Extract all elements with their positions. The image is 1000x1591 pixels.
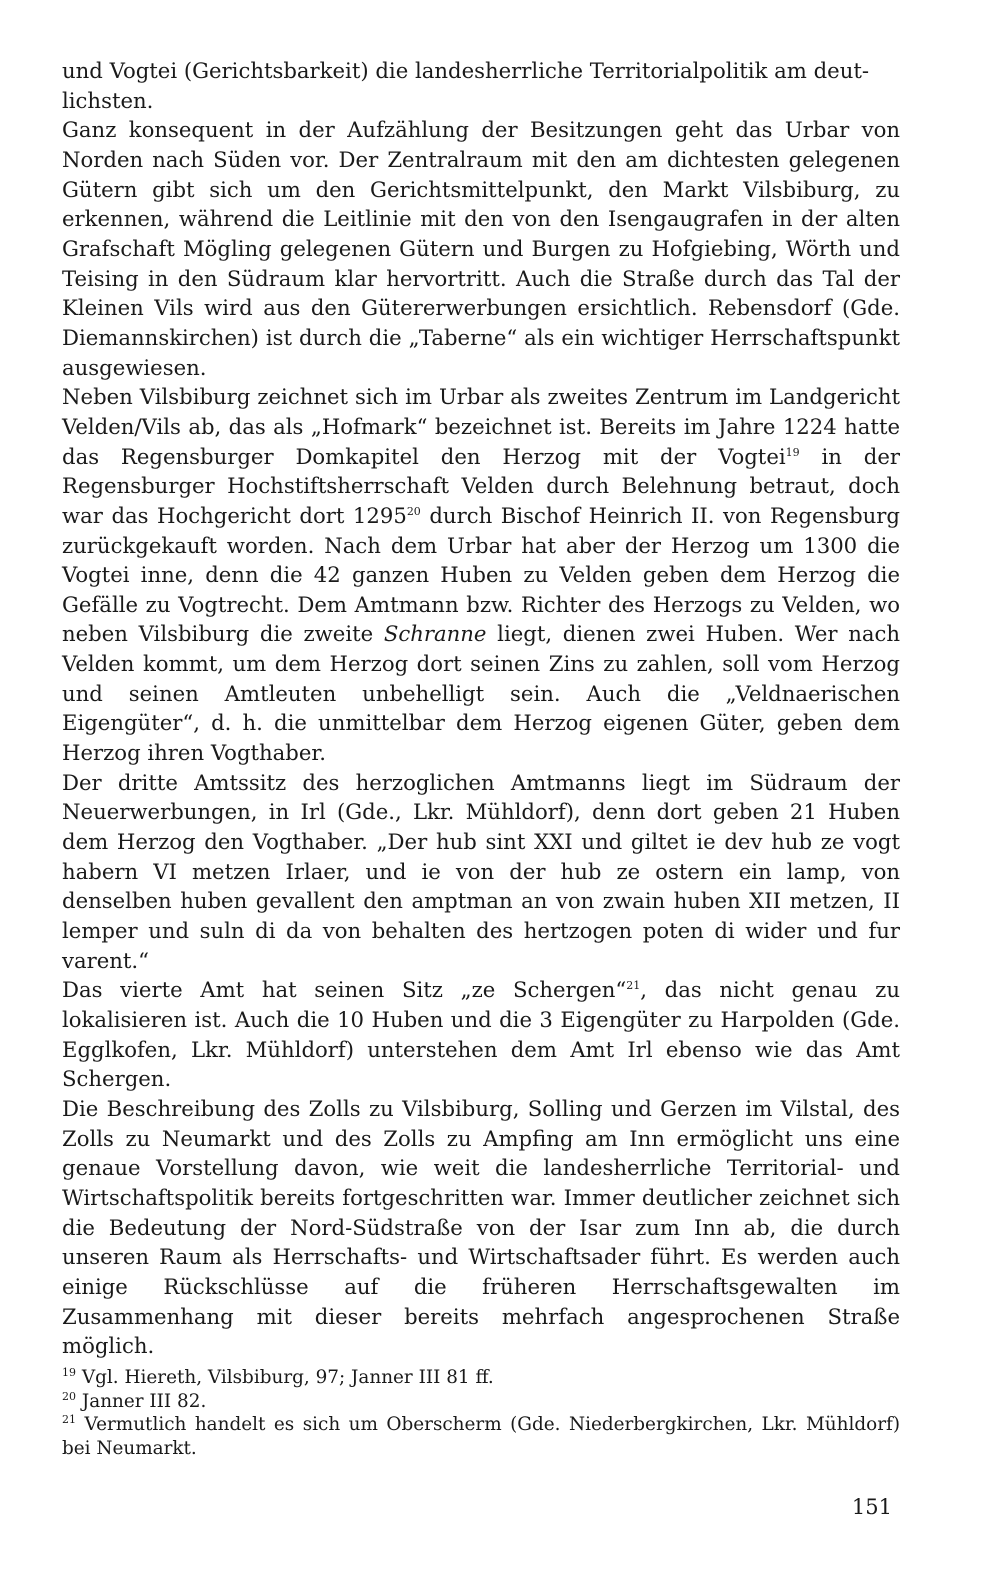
footnotes [62,1366,900,1460]
footnote-number: 19 [62,1365,76,1379]
body-paragraph [62,56,900,115]
text-run: Ganz konsequent in der Aufzählung der Besitzungen geht das Urbar von Norden nach Süden vor. Der Zentralraum mit den am dichtesten gelegenen Gütern gibt sich um den Gerichtsmittelpunkt, den Markt Vilsbiburg, zu erkennen, während die Leitlinie mit den von den Isengaugrafen in der alten Grafschaft Mögling gelegenen Gütern und Burgen zu Hofgiebing, Wörth und Teising in den Südraum klar hervortritt. Auch die Straße durch das Tal der Kleinen Vils wird aus den Gütererwerbungen ersichtlich. Rebensdorf (Gde. Diemannskirchen) ist durch die „Taberne“ als ein wichtiger Herrschaftspunkt ausgewiesen. [62,117,900,380]
emphasis-term: Schranne [383,621,487,647]
text-run: Neben Vilsbiburg zeichnet sich im Urbar als zweites Zentrum im Landgericht Velden/Vils ab, das als „Hofmark“ bezeichnet ist. Bereits im Jahre 1224 hatte das Regensburger Domkapitel den Herzog mit der Vogtei [62,384,900,469]
body-paragraph [62,975,900,1094]
text-run: und Vogtei (Gerichtsbarkeit) die landesherrliche Territorialpolitik am deut- [62,58,870,83]
footnote [62,1366,900,1390]
main-text [62,56,900,1361]
body-paragraph [62,115,900,382]
text-run: , das nicht genau zu lokalisieren ist. Auch die 10 Huben und die 3 Eigengüter zu Harpolden (Gde. Egglkofen, Lkr. Mühldorf) unterstehen dem Amt Irl ebenso wie das Amt Schergen. [62,977,900,1092]
text-run: durch Bischof Heinrich II. von Regensburg zurückgekauft worden. Nach dem Urbar hat aber der Herzog um 1300 die Vogtei inne, denn die 42 ganzen Huben zu Velden geben dem Herzog die Gefälle zu Vogtrecht. Dem Amtmann bzw. Richter des Herzogs zu Velden, wo neben Vilsbiburg die zweite [62,502,900,647]
page-number: 151 [851,1495,892,1519]
footnote-number: 20 [62,1389,76,1403]
text-run: Der dritte Amtssitz des herzoglichen Amtmanns liegt im Südraum der Neuerwerbungen, in Irl (Gde., Lkr. Mühldorf), denn dort geben 21 Huben dem Herzog den Vogthaber. „Der hub sint XXI und giltet ie dev hub ze vogt habern VI metzen Irlaer, und ie von der hub ze ostern ein lamp, von denselben huben gevallent den amptman an von zwain huben XII metzen, II lemper und suln di da von behalten des hertzogen poten di wider und fur varent.“ [62,769,900,973]
footnote-text: Vermutlich handelt es sich um Oberscherm (Gde. Niederbergkirchen, Lkr. Mühldorf) bei Neumarkt. [62,1414,900,1459]
footnote-text: Vgl. Hiereth, Vilsbiburg, 97; Janner III 81 ff. [81,1367,494,1388]
text-run: Das vierte Amt hat seinen Sitz „ze Schergen“ [62,977,627,1003]
footnote-ref: 21 [626,979,641,993]
body-paragraph [62,1094,900,1361]
footnote-ref: 20 [406,504,421,518]
text-run: Die Beschreibung des Zolls zu Vilsbiburg, Solling und Gerzen im Vilstal, des Zolls zu Neumarkt und des Zolls zu Ampfing am Inn ermöglicht uns eine genaue Vorstellung davon, wie weit die landesherrliche Territorial- und Wirtschaftspolitik bereits fortgeschritten war. Immer deutlicher zeichnet sich die Bedeutung der Nord-Südstraße von der Isar zum Inn ab, die durch unseren Raum als Herrschafts- und Wirtschaftsader führt. Es werden auch einige Rückschlüsse auf die früheren Herrschaftsgewalten im Zusammenhang mit dieser bereits mehrfach angesprochenen Straße möglich. [62,1095,900,1359]
text-run: liegt, dienen zwei Huben. Wer nach Velden kommt, um dem Herzog dort seinen Zins zu zahlen, soll vom Herzog und seinen Amtleuten unbehelligt sein. Auch die „Veldnaerischen Eigengüter“, d. h. die unmittelbar dem Herzog eigenen Güter, geben dem Herzog ihren Vogthaber. [62,621,900,766]
footnote [62,1390,900,1414]
body-paragraph [62,382,900,768]
footnote [62,1413,900,1460]
footnote-ref: 19 [785,445,800,459]
text-run: in der Regensburger Hochstiftsherrschaft Velden durch Belehnung betraut, doch war das Hochgericht dort 1295 [62,443,900,528]
body-paragraph [62,768,900,976]
footnote-text: Janner III 82. [81,1390,207,1412]
footnote-number: 21 [62,1412,76,1426]
text-run: lichsten. [62,87,154,113]
